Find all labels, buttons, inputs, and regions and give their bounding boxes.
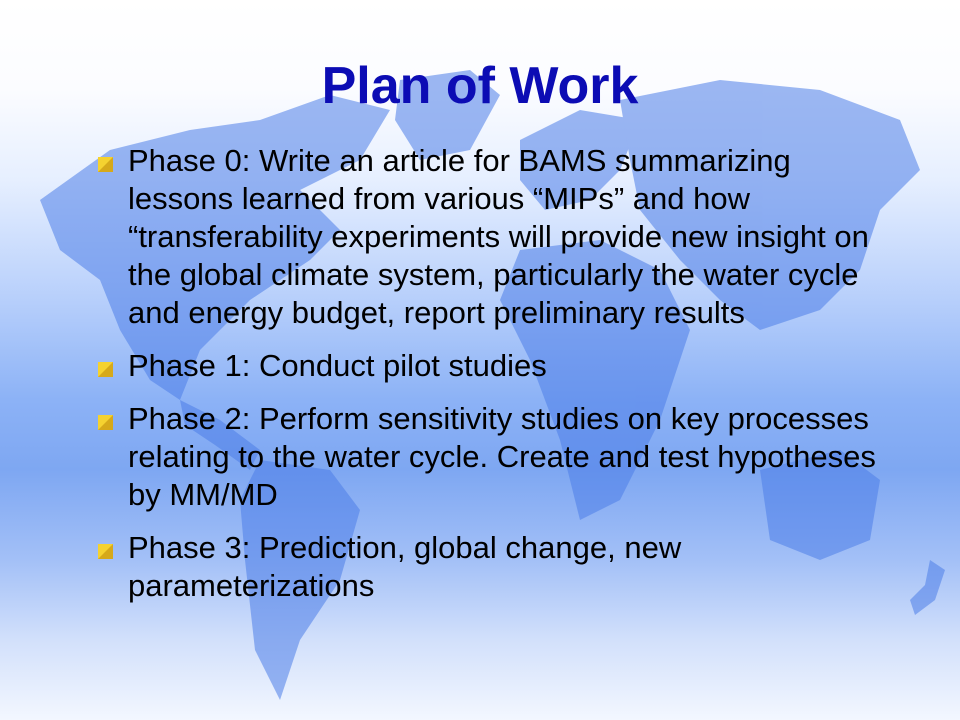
bullet-icon bbox=[98, 362, 113, 377]
bullet-text: Phase 2: Perform sensitivity studies on key processes relating to the water cycle. Create and test hypotheses by MM/MD bbox=[128, 401, 876, 512]
bullet-text: Phase 0: Write an article for BAMS summarizing lessons learned from various “MIPs” and how “transferability experiments will provide new insight on the global climate system, particularly the water cycle and energy budget, report preliminary results bbox=[128, 143, 869, 330]
slide-title: Plan of Work bbox=[321, 57, 639, 115]
bullet-text: Phase 1: Conduct pilot studies bbox=[128, 348, 547, 383]
continent-new-zealand bbox=[910, 560, 945, 615]
bullet-text: Phase 3: Prediction, global change, new parameterizations bbox=[128, 530, 682, 603]
bullet-item-phase-3 bbox=[98, 529, 898, 605]
bullet-icon bbox=[98, 157, 113, 172]
bullet-icon bbox=[98, 415, 113, 430]
bullet-icon bbox=[98, 544, 113, 559]
bullet-list bbox=[98, 142, 898, 620]
bullet-item-phase-0 bbox=[98, 142, 898, 332]
bullet-item-phase-1 bbox=[98, 347, 898, 385]
bullet-item-phase-2 bbox=[98, 400, 898, 514]
